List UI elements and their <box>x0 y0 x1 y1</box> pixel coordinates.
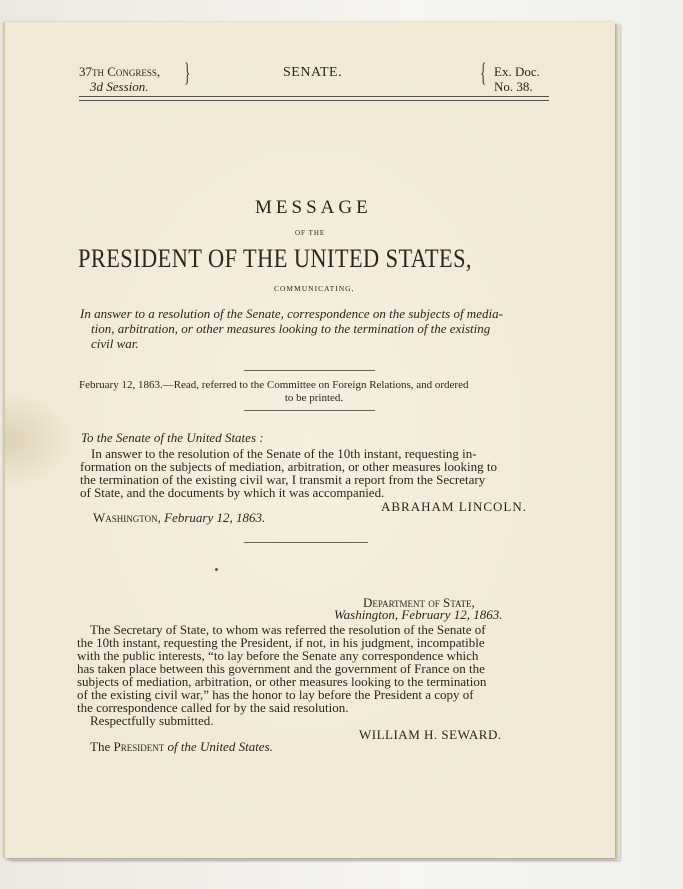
subtitle-line: In answer to a resolution of the Senate, correspondence on the subjects of media- <box>80 306 503 321</box>
subtitle-line: tion, arbitration, or other measures looking to the termination of the existing <box>91 321 491 336</box>
referral-line: February 12, 1863.—Read, referred to the Committee on Foreign Relations, and ordered <box>79 379 469 391</box>
message-line: of State, and the documents by which it was accompanied. <box>80 485 385 500</box>
header-chamber: SENATE. <box>283 65 343 80</box>
message-line: the termination of the existing civil war, I transmit a report from the Secretary <box>80 472 486 487</box>
header-doc-block <box>494 64 540 94</box>
report-line: Respectfully submitted. <box>90 713 214 728</box>
paper-speck <box>215 568 218 571</box>
document-page <box>4 22 615 858</box>
report-line: subjects of mediation, arbitration, or other measures looking to the termination <box>77 674 487 689</box>
title-communicating: COMMUNICATING, <box>274 284 355 293</box>
referral-line: to be printed. <box>284 392 344 404</box>
header-congress-block <box>79 64 160 94</box>
subtitle-line: civil war. <box>91 336 139 351</box>
place: Washington, <box>93 510 161 525</box>
addressee-suffix: of the United States. <box>167 739 273 754</box>
header-congress: 37th Congress, <box>79 64 161 79</box>
title-president: PRESIDENT OF THE UNITED STATES, <box>78 244 472 273</box>
document-subtitle <box>80 306 550 351</box>
date: February 12, 1863. <box>164 510 266 525</box>
divider-rule <box>244 410 375 411</box>
report-line: with the public interests, “to lay before the Senate any correspondence which <box>77 648 479 663</box>
signature-seward: WILLIAM H. SEWARD. <box>359 727 502 742</box>
divider-rule <box>244 542 368 543</box>
lincoln-message <box>80 447 550 499</box>
report-line: The Secretary of State, to whom was referred the resolution of the Senate of <box>90 622 486 637</box>
seward-report <box>77 623 552 727</box>
salutation: To the Senate of the United States : <box>81 430 264 445</box>
department-place-date: Washington, February 12, 1863. <box>334 607 503 622</box>
header-doc-type: Ex. Doc. <box>494 64 540 79</box>
addressee-prefix: The <box>90 739 111 754</box>
right-brace-icon: { <box>480 58 487 87</box>
message-line: formation on the subjects of mediation, arbitration, or other measures looking to <box>80 459 497 474</box>
report-line: has taken place between this government and the government of France on the <box>77 661 485 676</box>
header-double-rule <box>79 96 549 101</box>
header-doc-number: No. 38. <box>494 79 533 94</box>
addressee-line <box>90 740 273 753</box>
title-message: MESSAGE <box>255 197 372 218</box>
department-heading: Department of State, <box>363 595 475 610</box>
referral-note <box>79 379 549 405</box>
place-date-line <box>93 511 265 524</box>
title-of-the: OF THE <box>295 229 326 237</box>
report-line: of the existing civil war,” has the honor to lay before the President a copy of <box>77 687 474 702</box>
left-brace-icon: } <box>184 58 191 87</box>
message-line: In answer to the resolution of the Senate of the 10th instant, requesting in- <box>91 446 477 461</box>
report-line: the correspondence called for by the said resolution. <box>77 700 349 715</box>
signature-lincoln: ABRAHAM LINCOLN. <box>381 499 527 514</box>
header-session: 3d Session. <box>90 79 149 94</box>
divider-rule <box>244 370 375 371</box>
addressee-title: President <box>113 739 165 754</box>
report-line: the 10th instant, requesting the President, if not, in his judgment, incompatible <box>77 635 485 650</box>
